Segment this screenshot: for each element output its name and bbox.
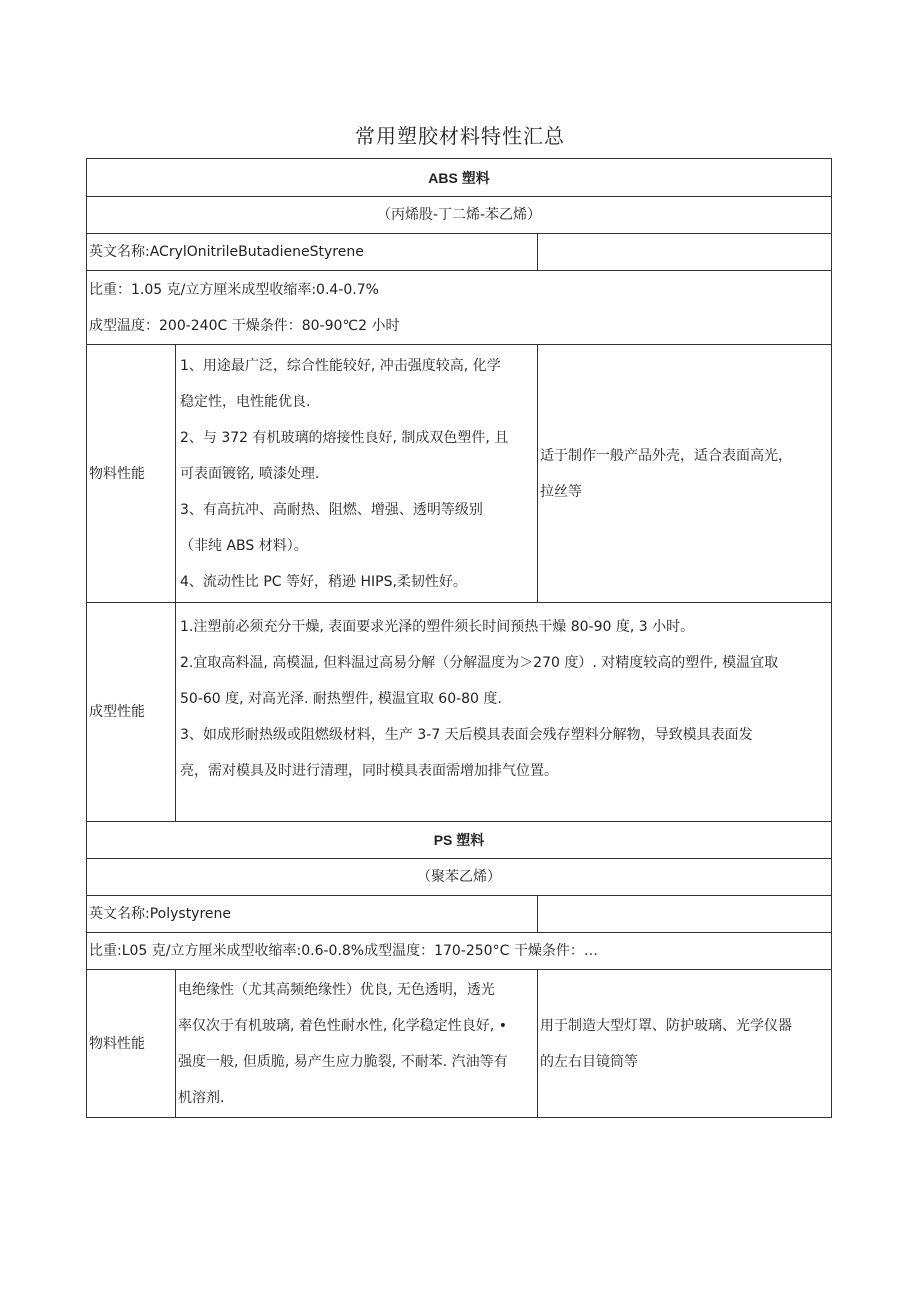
abs-molding-line: 亮，需对模具及时进行清理，同时模具表面需增加排气位置。 — [180, 763, 558, 779]
abs-material-label: 物料性能 — [87, 345, 176, 603]
ps-use-line: 的左右目镜筒等 — [540, 1053, 638, 1070]
ps-props-row — [87, 933, 832, 970]
ps-material-use — [538, 970, 832, 1118]
abs-material-line: 1、用途最广泛，综合性能较好, 冲击强度较高, 化学 — [180, 357, 501, 374]
ps-english-name-row — [87, 896, 832, 933]
abs-props-line: 比重：1.05 克/立方厘米成型收缩率:0.4-0.7% — [89, 281, 379, 298]
ps-use-line: 用于制造大型灯罩、防护玻璃、光学仪器 — [540, 1017, 792, 1034]
ps-header-row — [87, 822, 832, 859]
ps-material-desc — [176, 970, 538, 1118]
abs-chinese-name-row — [87, 197, 832, 234]
ps-english-name-blank — [538, 896, 832, 933]
abs-material-row — [87, 345, 832, 603]
ps-chinese-name-row — [87, 859, 832, 896]
abs-english-name-blank — [538, 234, 832, 271]
abs-material-line: 4、流动性比 PC 等好，稍逊 HIPS,柔韧性好。 — [180, 573, 467, 590]
abs-chinese-name: （丙烯股-丁二烯-苯乙烯） — [87, 197, 832, 234]
abs-molding-line: 1.注塑前必须充分干燥, 表面要求光泽的塑件须长时间预热干燥 80-90 度, 3 小时。 — [180, 619, 695, 635]
abs-material-use — [538, 345, 832, 603]
ps-chinese-name: （聚苯乙烯） — [87, 859, 832, 896]
abs-molding-line: 50-60 度, 对高光泽. 耐热塑件, 模温宜取 60-80 度. — [180, 691, 502, 707]
abs-molding-line: 2.宜取高料温, 高模温, 但料温过高易分解（分解温度为＞270 度）. 对精度较高的塑件, 模温宜取 — [180, 655, 779, 671]
ps-props-line: 比重:L05 克/立方厘米成型收缩率:0.6-0.8%成型温度：170-250°C 干燥条件：… — [87, 933, 832, 970]
abs-material-desc — [176, 345, 538, 603]
abs-material-line: 2、与 372 有机玻璃的熔接性良好, 制成双色塑件, 且 — [180, 429, 509, 446]
ps-material-line: 电绝缘性（尤其高频绝缘性）优良, 无色透明，透光 — [178, 981, 495, 998]
plastics-properties-table — [86, 158, 832, 1118]
abs-material-line: 3、有高抗冲、高耐热、阻燃、增强、透明等级别 — [180, 501, 483, 518]
abs-material-line: （非纯 ABS 材料）。 — [180, 537, 308, 554]
ps-material-line: 率仅次于有机玻璃, 着色性耐水性, 化学稳定性良好, • — [178, 1017, 507, 1034]
ps-english-name: 英文名称:Polystyrene — [87, 896, 538, 933]
abs-material-line: 稳定性，电性能优良. — [180, 393, 311, 410]
abs-props-row — [87, 271, 832, 345]
abs-header-row — [87, 159, 832, 197]
abs-use-line: 适于制作一般产品外壳，适合表面高光， — [540, 447, 792, 464]
abs-molding-label: 成型性能 — [87, 603, 176, 822]
abs-english-name: 英文名称:ACrylOnitrileButadieneStyrene — [87, 234, 538, 271]
abs-props-line: 成型温度：200-240C 干燥条件：80-90℃2 小时 — [89, 317, 400, 334]
ps-material-line: 强度一般, 但质脆, 易产生应力脆裂, 不耐苯. 汽油等有 — [178, 1053, 508, 1070]
ps-material-row — [87, 970, 832, 1118]
abs-material-line: 可表面镀铭, 喷漆处理. — [180, 465, 320, 482]
abs-english-name-row — [87, 234, 832, 271]
document-title: 常用塑胶材料特性汇总 — [355, 124, 565, 148]
abs-header: ABS 塑料 — [87, 159, 832, 197]
abs-molding-line: 3、如成形耐热级或阻燃级材料，生产 3-7 天后模具表面会残存塑料分解物，导致模具表面发 — [180, 727, 753, 743]
abs-molding-row — [87, 603, 832, 822]
ps-material-label: 物料性能 — [87, 970, 176, 1118]
ps-header: PS 塑料 — [87, 822, 832, 859]
ps-material-line: 机溶剂. — [178, 1089, 225, 1106]
abs-molding-desc — [176, 603, 832, 822]
abs-props-cell — [87, 271, 832, 345]
abs-use-line: 拉丝等 — [540, 483, 582, 500]
